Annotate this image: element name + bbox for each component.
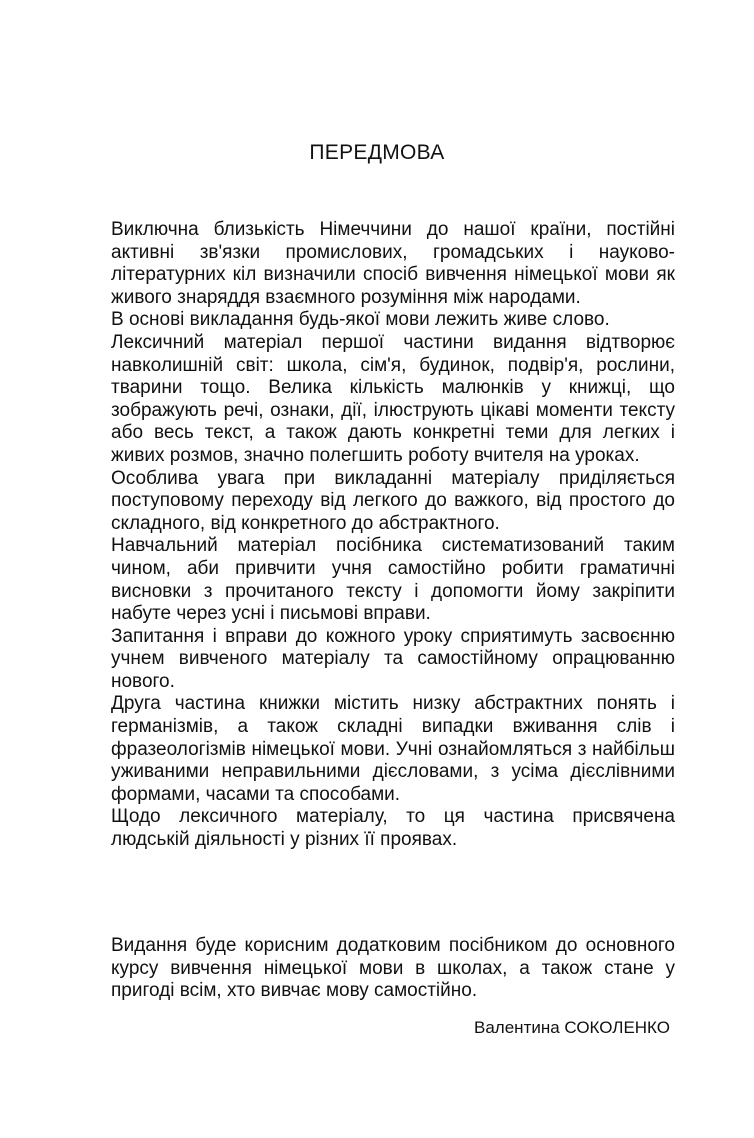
paragraph-5: Навчальний матеріал посібника систематизований таким чином, аби привчити учня самостійно робити граматичні висновки з прочитаного тексту і допомогти йому закріпити набуте через усні і письмові вправи. (111, 535, 675, 625)
paragraph-8: Щодо лексичного матеріалу, то ця частина присвячена людській діяльності у різних її проявах. (111, 806, 675, 851)
author-signature: Валентина СОКОЛЕНКО (474, 1018, 670, 1037)
preface-body (111, 219, 675, 852)
page-title: ПЕРЕДМОВА (309, 141, 445, 164)
paragraph-6: Запитання і вправи до кожного уроку сприятимуть засвоєнню учнем вивченого матеріалу та самостійному опрацюванню нового. (111, 625, 675, 692)
paragraph-4: Особлива увага при викладанні матеріалу приділяється поступовому переходу від легкого до важкого, від простого до складного, від конкретного до абстрактного. (111, 467, 675, 534)
paragraph-1: Виключна близькість Німеччини до нашої країни, постійні активні зв'язки промислових, громадських і науково-літературних кіл визначили спосіб вивчення німецької мови як живого знаряддя взаємного розуміння між народами. (111, 219, 675, 308)
closing-paragraph: Видання буде корисним додатковим посібником до основного курсу вивчення німецької мови в школах, а також стане у пригоді всім, хто вивчає мову самостійно. (111, 935, 675, 1002)
paragraph-7: Друга частина книжки містить низку абстрактних понять і германізмів, а також складні випадки вживання слів і фразеологізмів німецької мови. Учні ознайомляться з найбільш уживаними неправильними дієсловами, з усіма дієслівними формами, часами та способами. (111, 693, 675, 805)
closing-block (111, 935, 675, 1003)
paragraph-3: Лексичний матеріал першої частини видання відтворює навколишній світ: школа, сім'я, будинок, подвір'я, рослини, тварини тощо. Велика кількість малюнків у книжці, що зображують речі, ознаки, дії, ілюструють цікаві моменти тексту або весь текст, а також дають конкретні теми для легких і живих розмов, значно полегшить роботу вчителя на уроках. (111, 331, 675, 466)
paragraph-2: В основі викладання будь-якої мови лежить живе слово. (111, 309, 610, 331)
